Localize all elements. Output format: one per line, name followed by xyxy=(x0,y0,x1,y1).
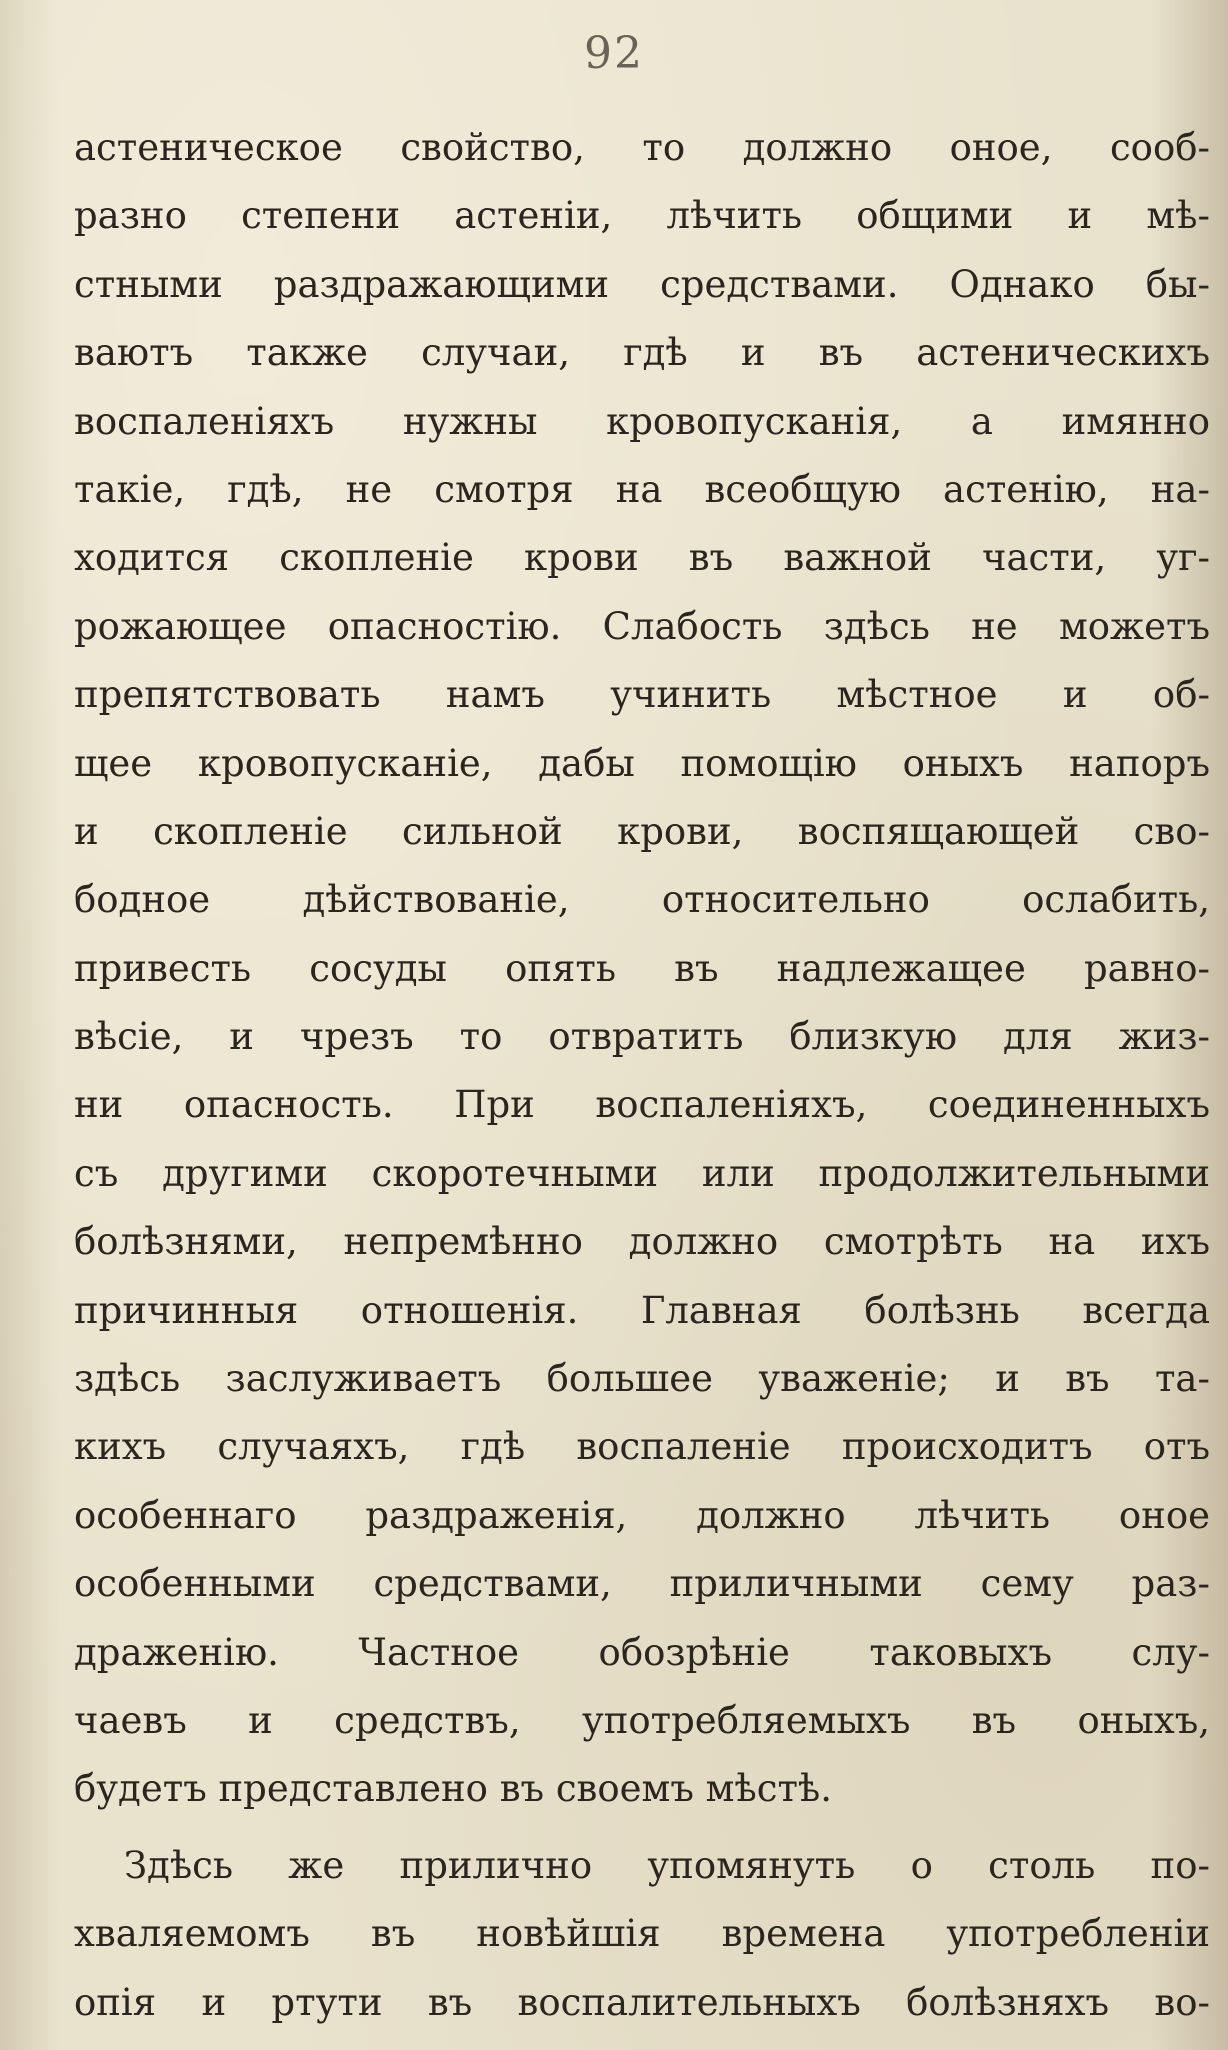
page-number: 92 xyxy=(584,28,644,79)
text-line: разно степени астеніи, лѣчить общими и мѣ- xyxy=(74,194,1210,238)
text-line: препятствовать намъ учинить мѣстное и об- xyxy=(74,673,1210,717)
text-line: чаевъ и средствъ, употребляемыхъ въ оныхъ, xyxy=(74,1698,1210,1742)
text-line: хваляемомъ въ новѣйшія времена употребленіи xyxy=(74,1912,1210,1956)
text-line: особеннаго раздраженія, должно лѣчить оное xyxy=(74,1493,1210,1537)
text-line: привесть сосуды опять въ надлежащее равно- xyxy=(74,946,1210,990)
text-line: вѣсіе, и чрезъ то отвратить близкую для жиз- xyxy=(74,1015,1210,1059)
text-line: стными раздражающими средствами. Однако бы- xyxy=(74,262,1210,306)
text-line: причинныя отношенія. Главная болѣзнь всегда xyxy=(74,1288,1210,1332)
text-line: болѣзнями, непремѣнно должно смотрѣть на ихъ xyxy=(74,1220,1210,1264)
text-line: рожающее опасностію. Слабость здѣсь не можетъ xyxy=(74,604,1210,648)
text-line: опія и ртути въ воспалительныхъ болѣзняхъ во- xyxy=(74,1980,1210,2024)
text-line: будетъ представлено въ своемъ мѣстѣ. xyxy=(74,1767,832,1811)
paragraph-1 xyxy=(74,114,1210,1824)
text-line: щее кровопусканіе, дабы помощію оныхъ напоръ xyxy=(74,741,1210,785)
text-line: бодное дѣйствованіе, относительно ослабить, xyxy=(74,878,1210,922)
text-line: драженію. Частное обозрѣніе таковыхъ слу- xyxy=(74,1630,1210,1674)
text-line: здѣсь заслуживаетъ большее уваженіе; и въ та- xyxy=(74,1357,1210,1401)
text-line: и скопленіе сильной крови, воспящающей сво- xyxy=(74,809,1210,853)
paragraph-2 xyxy=(74,1832,1210,2037)
text-line: съ другими скоротечными или продолжительными xyxy=(74,1151,1210,1195)
text-line: воспаленіяхъ нужны кровопусканія, а имянно xyxy=(74,399,1210,443)
text-line: Здѣсь же прилично упомянуть о столь по- xyxy=(124,1843,1210,1887)
text-line: ни опасность. При воспаленіяхъ, соединенныхъ xyxy=(74,1083,1210,1127)
text-line: астеническое свойство, то должно оное, сооб- xyxy=(74,126,1210,169)
body-text xyxy=(74,114,1210,2037)
text-line: кихъ случаяхъ, гдѣ воспаленіе происходитъ отъ xyxy=(74,1425,1210,1469)
paragraph-gap xyxy=(74,1824,1210,1832)
text-line: ходится скопленіе крови въ важной части, уг- xyxy=(74,536,1210,580)
text-line: такіе, гдѣ, не смотря на всеобщую астенію, на- xyxy=(74,467,1210,511)
text-line: ваютъ также случаи, гдѣ и въ астеническихъ xyxy=(74,331,1210,375)
text-line: особенными средствами, приличными сему раз- xyxy=(74,1562,1210,1606)
